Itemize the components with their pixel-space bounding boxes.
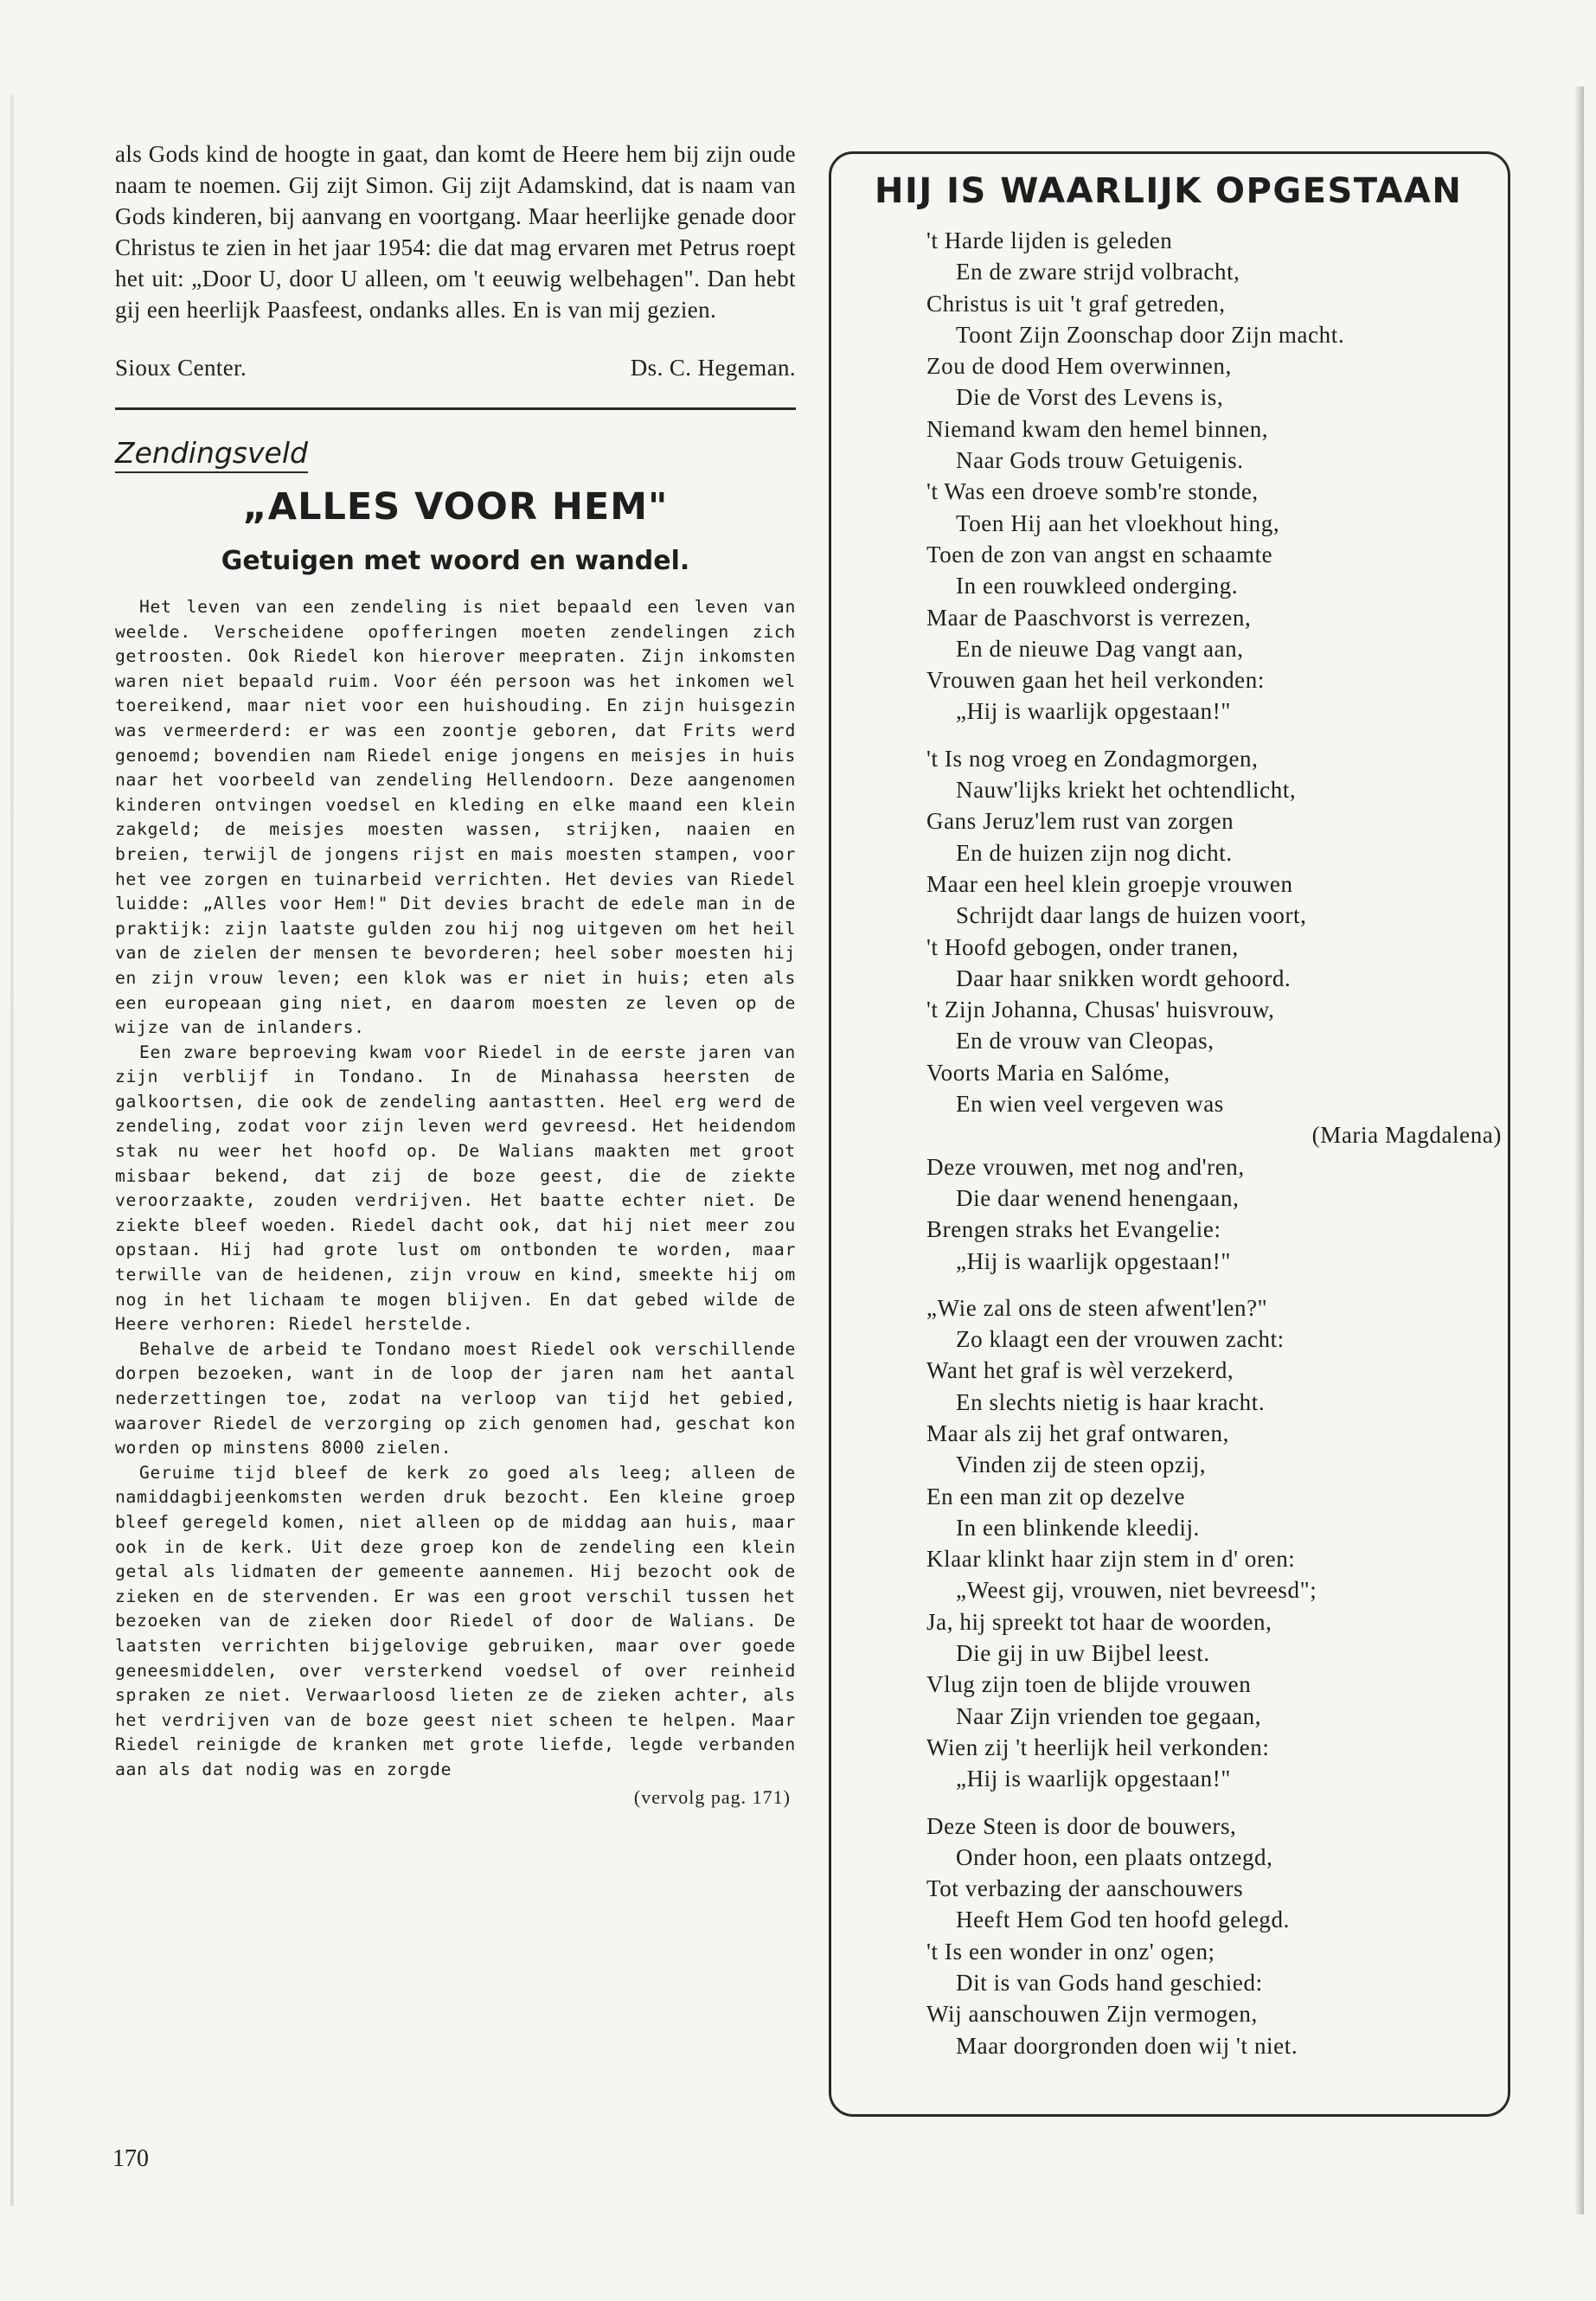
intro-signoff [115,355,796,381]
poem-line: Christus is uit 't graf getreden, [926,290,1226,317]
intro-paragraph: als Gods kind de hoogte in gaat, dan komt de Heere hem bij zijn oude naam te noemen. Gij zijt Simon. Gij zijt Adamskind, dat is naam van Gods kinderen, bij aanvang en voortgang. Maar heerlijke genade door Christus te zien in het jaar 1954: die dat mag ervaren met Petrus roept het uit: „Door U, door U alleen, om 't eeuwig welbehagen". Dan hebt gij een heerlijk Paasfeest, ondanks alles. En is van mij gezien. [115,141,796,323]
poem-line: Naar Gods trouw Getuigenis. [956,447,1244,474]
left-column [115,138,796,1809]
section-label: Zendingsveld [115,436,308,473]
poem-line: In een rouwkleed onderging. [956,573,1239,599]
poem-line: Naar Zijn vrienden toe gegaan, [956,1702,1262,1729]
poem-line: 't Was een droeve somb're stonde, [926,478,1259,505]
poem-line: 't Zijn Johanna, Chusas' huisvrouw, [926,997,1275,1023]
page-number: 170 [112,2145,149,2172]
poem-line: Voorts Maria en Salóme, [926,1059,1170,1086]
poem-line: Die daar wenend henengaan, [956,1184,1240,1211]
poem-line: En wien veel vergeven was [956,1091,1224,1118]
poem-line: En de huizen zijn nog dicht. [956,839,1233,866]
poem-line: Wien zij 't heerlijk heil verkonden: [926,1734,1270,1760]
section-divider [115,407,796,410]
poem-body [926,225,1502,2077]
poem-line: Maar de Paaschvorst is verrezen, [926,604,1252,631]
poem-line: Schrijdt daar langs de huizen voort, [956,902,1307,929]
poem-line: „Wie zal ons de steen afwent'len?" [926,1294,1268,1321]
poem-line: Vlug zijn toen de blijde vrouwen [926,1671,1252,1698]
poem-stanza [926,225,1502,727]
poem-line: Klaar klinkt haar zijn stem in d' oren: [926,1546,1296,1573]
poem-line: In een blinkende kleedij. [956,1514,1200,1541]
article-paragraph: Een zware beproeving kwam voor Riedel in de eerste jaren van zijn verblijf in Tondano. In de Minahassa heersten de galkoortsen, die ook de zendeling aantastten. Heel erg werd de zendeling, zodat voor zijn leven werd gevreesd. Het heidendom stak nu weer het hoofd op. De Walians maakten met groot misbaar bekend, dat zij de boze geest, die de ziekte veroorzaakte, zouden verdrijven. Het baatte echter niet. De ziekte bleef woeden. Riedel dacht ook, dat hij niet meer zou opstaan. Hij had grote lust om ontbonden te worden, maar terwille van de heidenen, zijn vrouw en kind, smeekte hij om nog in het lichaam te mogen blijven. En dat gebed wilde de Heere verhoren: Riedel herstelde. [115,1042,796,1335]
article-title: „ALLES VOOR HEM" [242,485,669,529]
poem-line: Nauw'lijks kriekt het ochtendlicht, [956,777,1297,804]
poem-line: Deze Steen is door de bouwers, [926,1812,1237,1839]
page-edge-right [1575,87,1584,2214]
poem-line: 't Is een wonder in onz' ogen; [926,1938,1215,1965]
poem-box [829,151,1510,2117]
intro-block [115,138,796,381]
poem-line: Die de Vorst des Levens is, [956,384,1224,411]
poem-stanza [926,743,1502,1277]
intro-place: Sioux Center. [115,355,247,381]
poem-line: 't Is nog vroeg en Zondagmorgen, [926,745,1259,772]
poem-line: Die gij in uw Bijbel leest. [956,1640,1210,1667]
poem-line: Gans Jeruz'lem rust van zorgen [926,808,1234,835]
poem-line: Onder hoon, een plaats ontzegd, [956,1843,1273,1870]
poem-line: (Maria Magdalena) [1311,1122,1502,1149]
article-subtitle: Getuigen met woord en wandel. [221,546,690,576]
poem-line: „Weest gij, vrouwen, niet bevreesd"; [956,1577,1317,1604]
poem-line: Zou de dood Hem overwinnen, [926,353,1232,380]
poem-line: Vrouwen gaan het heil verkonden: [926,667,1265,694]
poem-stanza [926,1811,1502,2061]
article-paragraph: Behalve de arbeid te Tondano moest Riedel ook verschillende dorpen bezoeken, want in de loop der jaren nam het aantal nederzettingen toe, zodat na verloop van tijd het gebied, waarover Riedel de verzorging op zich genomen had, geschat kon worden op minstens 8000 zielen. [115,1338,796,1458]
poem-line: Daar haar snikken wordt gehoord. [956,965,1292,991]
poem-line: Heeft Hem God ten hoofd gelegd. [956,1907,1290,1933]
poem-line: Maar een heel klein groepje vrouwen [926,870,1293,897]
poem-line: 't Hoofd gebogen, onder tranen, [926,933,1239,960]
poem-line: Dit is van Gods hand geschied: [956,1970,1263,1997]
poem-stanza [926,1292,1502,1795]
continued-note: (vervolg pag. 171) [633,1785,791,1808]
article-paragraph: Het leven van een zendeling is niet bepaald een leven van weelde. Verscheidene opofferingen moeten zendelingen zich getroosten. Ook Riedel kon hierover meepraten. Zijn inkomsten waren niet bepaald ruim. Voor één persoon was het inkomen wel toereikend, maar niet voor een huishouding. En zijn huisgezin was vermeerderd: er was een zoontje geboren, dat Frits werd genoemd; bovendien nam Riedel enige jongens en meisjes in huis naar het voorbeeld van zendeling Hellendoorn. Deze aangenomen kinderen ontvingen voedsel en kleding en elke maand een klein zakgeld; de meisjes moesten wassen, strijken, naaien en breien, terwijl de jongens rijst en mais moesten stampen, voor het vee zorgen en tuinarbeid verrichten. Het devies van Riedel luidde: „Alles voor Hem!" Dit devies bracht de edele man in de praktijk: zijn laatste gulden zou hij nog uitgeven om het heil van de zielen der mensen te bevorderen; heel sober moesten hij en zijn vrouw leven; een klok was er niet in huis; eten als een europeaan ging niet, en daarom moesten ze leven op de wijze van de inlanders. [115,597,796,1038]
poem-line: Toen Hij aan het vloekhout hing, [956,510,1280,536]
poem-line: Want het graf is wèl verzekerd, [926,1357,1234,1384]
poem-line: En een man zit op dezelve [926,1483,1186,1509]
poem-line: Ja, hij spreekt tot haar de woorden, [926,1608,1272,1635]
poem-line: Wij aanschouwen Zijn vermogen, [926,2001,1258,2028]
poem-line: Tot verbazing der aanschouwers [926,1875,1244,1902]
poem-line: En slechts nietig is haar kracht. [956,1388,1266,1415]
poem-line: 't Harde lijden is geleden [926,228,1173,253]
poem-line: Maar doorgronden doen wij 't niet. [956,2032,1298,2059]
poem-line: En de zware strijd volbracht, [956,259,1240,285]
page-edge-left [10,95,14,2206]
article-body [115,595,796,1783]
poem-line: Zo klaagt een der vrouwen zacht: [956,1326,1285,1353]
poem-line: En de vrouw van Cleopas, [956,1028,1215,1054]
intro-author: Ds. C. Hegeman. [630,355,796,381]
poem-line: Niemand kwam den hemel binnen, [926,415,1269,442]
poem-line: Vinden zij de steen opzij, [956,1452,1207,1478]
poem-line: Toen de zon van angst en schaamte [926,541,1273,567]
article-paragraph: Geruime tijd bleef de kerk zo goed als leeg; alleen de namiddagbijeenkomsten werden druk bezocht. Een kleine groep bleef geregeld komen, niet alleen op de middag aan huis, maar ook in de kerk. Uit deze groep kon de zendeling een klein getal als lidmaten der gemeente aannemen. Hij bezocht ook de zieken en de stervenden. Er was een groot verschil tussen het bezoeken van de zieken door Riedel of door de Walians. De laatsten verrichten bijgelovige gebruiken, maar over goede geneesmiddelen, over versterkend voedsel of over reinheid spraken ze niet. Verwaarloosd lieten ze de zieken achter, als het verdrijven van de boze geest niet scheen te helpen. Maar Riedel reinigde de kranken met grote liefde, legde verbanden aan als dat nodig was en zorgde [115,1462,796,1779]
poem-line: Deze vrouwen, met nog and'ren, [926,1153,1245,1180]
poem-line: „Hij is waarlijk opgestaan!" [956,1247,1231,1274]
poem-line: „Hij is waarlijk opgestaan!" [956,1766,1231,1792]
poem-line: Brengen straks het Evangelie: [926,1216,1221,1243]
poem-title: HIJ IS WAARLIJK OPGESTAAN [875,171,1463,211]
poem-line: „Hij is waarlijk opgestaan!" [956,698,1231,725]
poem-line: Maar als zij het graf ontwaren, [926,1420,1229,1446]
poem-line: Toont Zijn Zoonschap door Zijn macht. [956,321,1345,348]
poem-line: En de nieuwe Dag vangt aan, [956,635,1244,662]
